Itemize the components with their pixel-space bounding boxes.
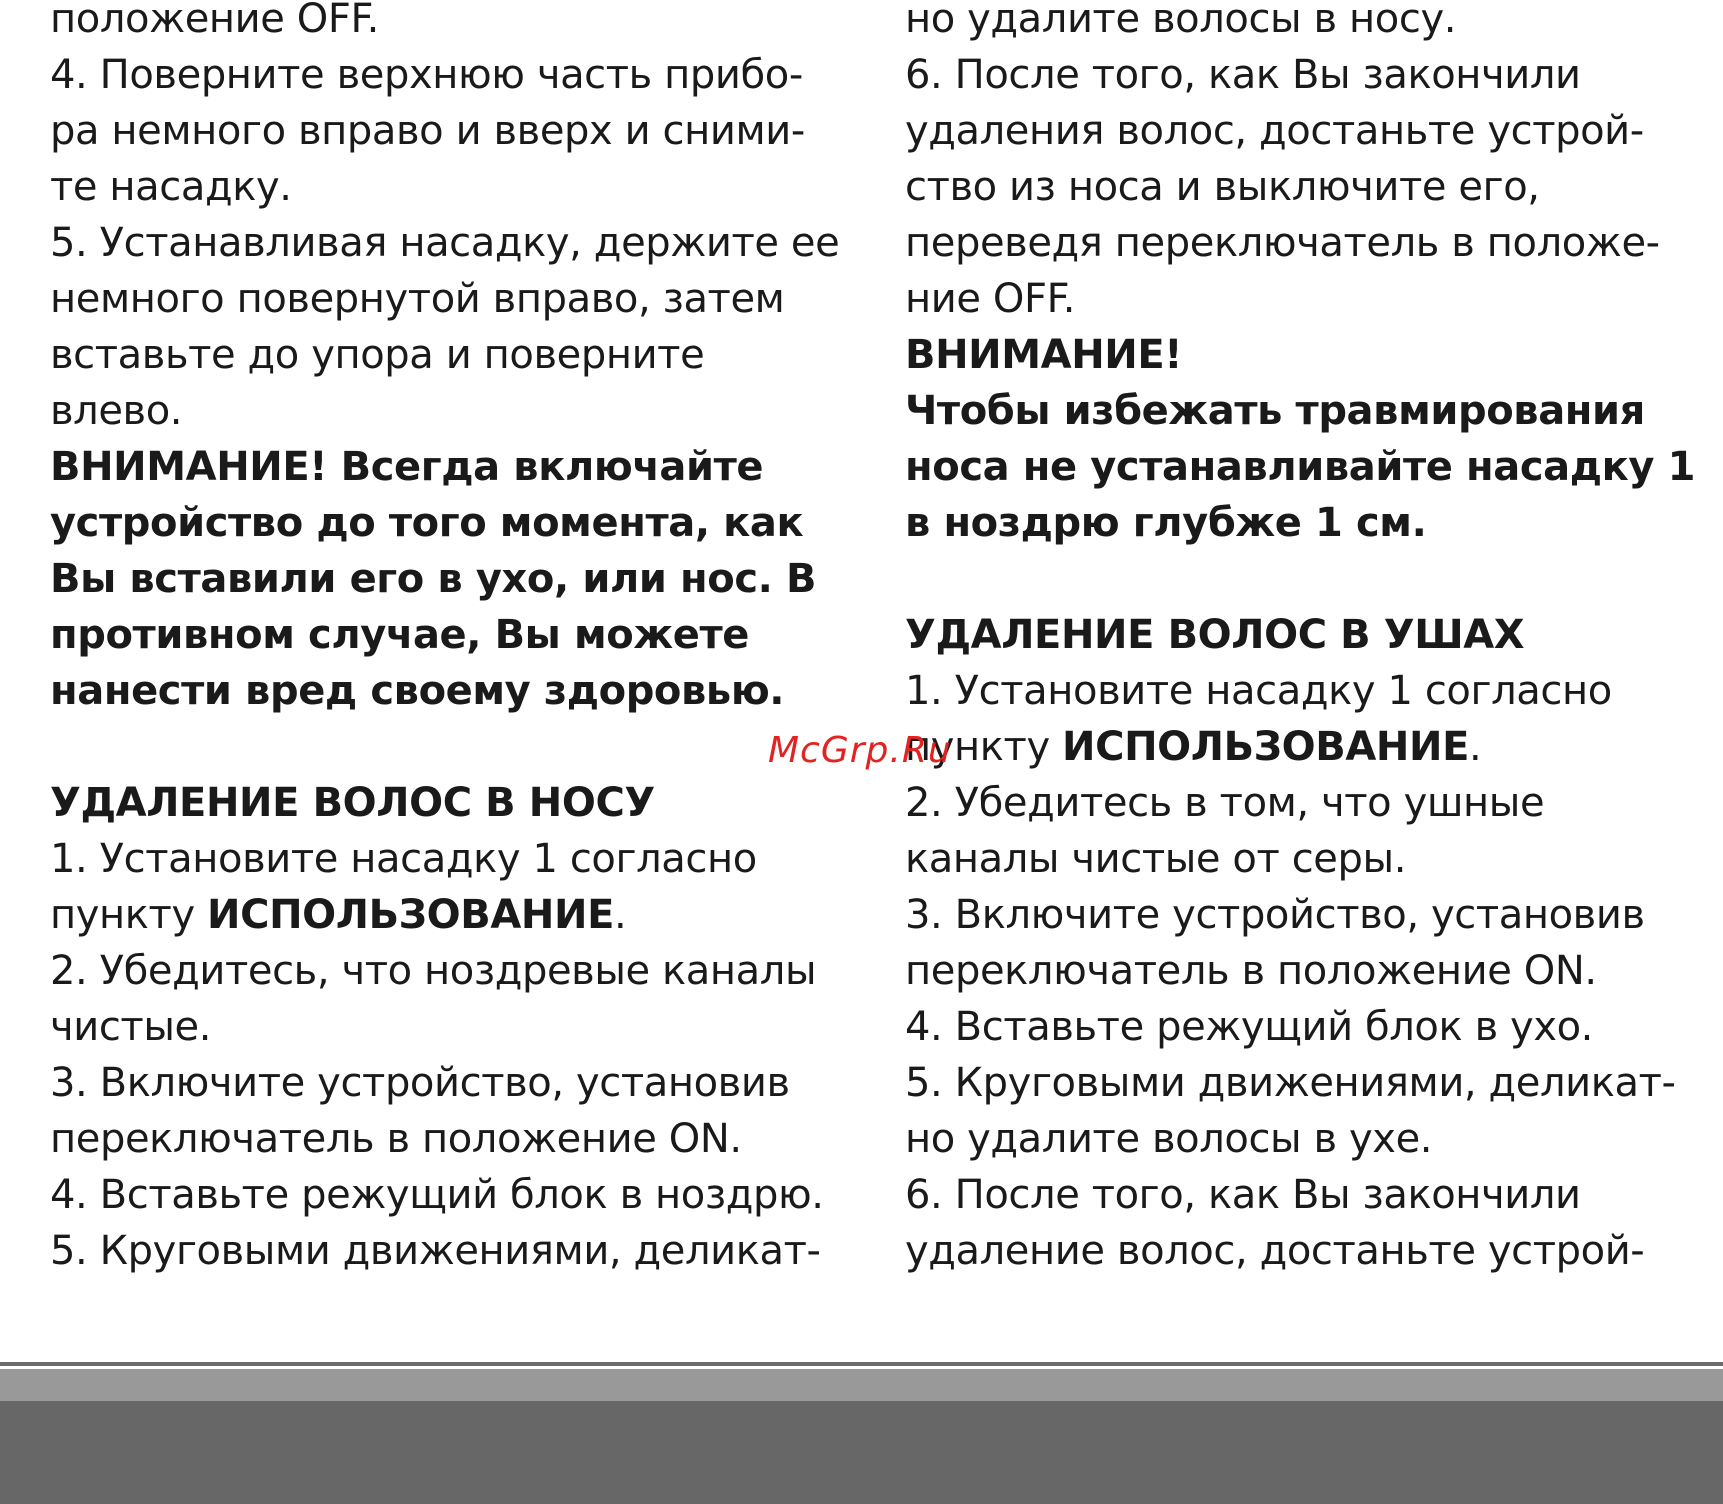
text-line: влево.	[50, 388, 183, 434]
footer-light-band	[0, 1369, 1723, 1401]
blank-line	[905, 551, 1695, 607]
text-line: переключатель в положение ON.	[50, 1116, 742, 1162]
text-line: положение OFF.	[50, 0, 379, 42]
section-heading: УДАЛЕНИЕ ВОЛОС В НОСУ	[50, 780, 655, 826]
text-line: 2. Убедитесь в том, что ушные	[905, 780, 1545, 826]
text-line: 4. Вставьте режущий блок в ноздрю.	[50, 1172, 824, 1218]
footer-divider-line	[0, 1362, 1723, 1366]
warning-line: ВНИМАНИЕ!	[905, 332, 1183, 378]
text-line: 3. Включите устройство, установив	[905, 892, 1645, 938]
bold-term: ИСПОЛЬЗОВАНИЕ	[207, 892, 614, 938]
text-line: но удалите волосы в носу.	[905, 0, 1457, 42]
text-line: 4. Вставьте режущий блок в ухо.	[905, 1004, 1593, 1050]
warning-line: устройство до того момента, как	[50, 500, 804, 546]
bold-term: ИСПОЛЬЗОВАНИЕ	[1062, 724, 1469, 770]
footer-dark-band	[0, 1401, 1723, 1504]
warning-line: в ноздрю глубже 1 см.	[905, 500, 1427, 546]
text-line: 5. Круговыми движениями, деликат-	[50, 1228, 821, 1274]
text-line: каналы чистые от серы.	[905, 836, 1407, 882]
text-line: вставьте до упора и поверните	[50, 332, 705, 378]
text-fragment: пункту	[50, 892, 208, 938]
text-line: немного повернутой вправо, затем	[50, 276, 785, 322]
text-line: удаление волос, достаньте устрой-	[905, 1228, 1645, 1274]
warning-line: Вы вставили его в ухо, или нос. В	[50, 556, 817, 602]
warning-line: Чтобы избежать травмирования	[905, 388, 1645, 434]
text-line: переведя переключатель в положе-	[905, 220, 1660, 266]
text-line: 5. Устанавливая насадку, держите ее	[50, 220, 840, 266]
text-line: ство из носа и выключите его,	[905, 164, 1540, 210]
warning-line: противном случае, Вы можете	[50, 612, 750, 658]
blank-line	[50, 719, 839, 775]
text-line: 1. Установите насадку 1 согласно	[50, 836, 757, 882]
text-line: переключатель в положение ON.	[905, 948, 1597, 994]
section-heading: УДАЛЕНИЕ ВОЛОС В УШАХ	[905, 612, 1525, 658]
text-line: 3. Включите устройство, установив	[50, 1060, 790, 1106]
text-line: 4. Поверните верхнюю часть прибо-	[50, 52, 803, 98]
text-line-mixed	[50, 887, 839, 943]
text-line-mixed	[905, 719, 1695, 775]
text-fragment: пункту	[905, 724, 1063, 770]
text-fragment: .	[614, 892, 627, 938]
warning-line: носа не устанавливайте насадку 1	[905, 444, 1696, 490]
right-column	[905, 0, 1695, 1279]
text-line: 1. Установите насадку 1 согласно	[905, 668, 1612, 714]
text-line: 2. Убедитесь, что ноздревые каналы	[50, 948, 817, 994]
text-line: ра немного вправо и вверх и сними-	[50, 108, 805, 154]
text-line: 6. После того, как Вы закончили	[905, 1172, 1581, 1218]
text-line: но удалите волосы в ухе.	[905, 1116, 1433, 1162]
warning-line: нанести вред своему здоровью.	[50, 668, 785, 714]
text-line: ние OFF.	[905, 276, 1076, 322]
text-line: 6. После того, как Вы закончили	[905, 52, 1581, 98]
text-line: чистые.	[50, 1004, 212, 1050]
text-line: удаления волос, достаньте устрой-	[905, 108, 1644, 154]
warning-line: ВНИМАНИЕ! Всегда включайте	[50, 444, 764, 490]
text-line: 5. Круговыми движениями, деликат-	[905, 1060, 1676, 1106]
watermark: McGrp.Ru	[768, 730, 952, 771]
left-column	[50, 0, 839, 1279]
text-line: те насадку.	[50, 164, 292, 210]
text-fragment: .	[1469, 724, 1482, 770]
